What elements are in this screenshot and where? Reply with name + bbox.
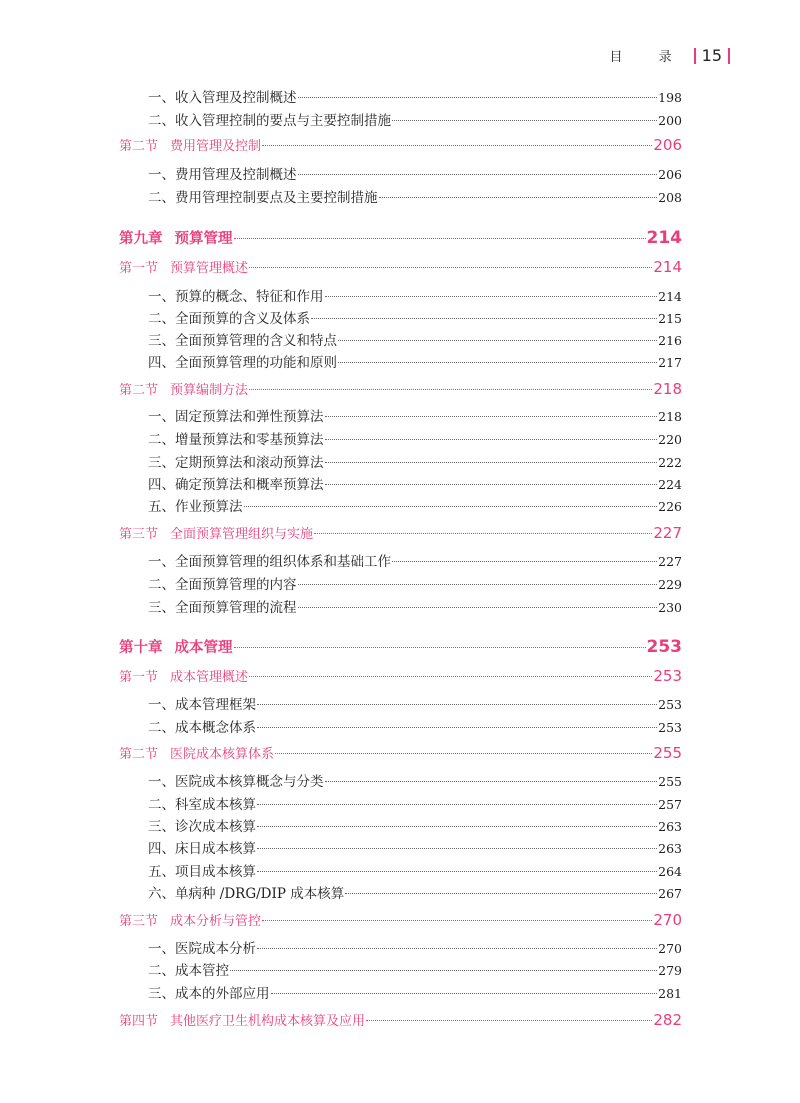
toc-page-number: 253 (658, 720, 682, 735)
toc-entry-title: 成本管理概述 (170, 670, 249, 685)
dot-leader (249, 266, 652, 268)
toc-page-number: 208 (658, 190, 682, 205)
dot-leader (338, 361, 657, 363)
toc-page-number: 222 (658, 455, 682, 470)
toc-item[interactable] (0, 937, 800, 957)
toc-section[interactable] (0, 135, 800, 154)
toc-entry-label (119, 636, 233, 657)
dot-leader (311, 317, 657, 319)
toc-entry-title: 一、预算的概念、特征和作用 (148, 289, 324, 305)
toc-entry-label (148, 351, 337, 371)
dot-leader (392, 119, 657, 121)
toc-page-number: 253 (658, 697, 682, 712)
dot-leader (298, 606, 658, 608)
toc-entry-label (148, 329, 337, 349)
toc-entry-title: 六、单病种 /DRG/DIP 成本核算 (148, 886, 345, 902)
toc-page-number: 206 (658, 167, 682, 182)
toc-entry-label (148, 163, 297, 183)
toc-entry-title: 四、确定预算法和概率预算法 (148, 477, 324, 493)
toc-entry-label (148, 86, 297, 106)
toc-item[interactable] (0, 109, 800, 129)
toc-page-number: 270 (653, 911, 682, 929)
toc-page-number: 226 (658, 499, 682, 514)
toc-item[interactable] (0, 793, 800, 813)
dot-leader (325, 461, 658, 463)
dot-leader (257, 803, 657, 805)
dot-leader (379, 196, 658, 198)
toc-entry-label (148, 573, 297, 593)
toc-entry-number: 第二节 (119, 383, 159, 398)
dot-leader (262, 144, 652, 146)
toc-chapter[interactable] (0, 636, 800, 657)
toc-item[interactable] (0, 959, 800, 979)
dot-leader (234, 646, 646, 648)
header-page-number: 15 (701, 46, 722, 65)
toc-page-number: 230 (658, 600, 682, 615)
toc-entry-label (148, 550, 391, 570)
toc-entry-label (148, 693, 256, 713)
toc-entry-title: 二、收入管理控制的要点与主要控制措施 (148, 113, 391, 129)
toc-entry-label (148, 109, 391, 129)
dot-leader (298, 96, 658, 98)
toc-entry-label (119, 379, 248, 398)
header-divider (694, 48, 696, 64)
dot-leader (325, 780, 658, 782)
dot-leader (298, 173, 658, 175)
dot-leader (325, 438, 658, 440)
toc-entry-title: 二、成本管控 (148, 963, 229, 979)
toc-chapter[interactable] (0, 227, 800, 248)
toc-entry-title: 一、收入管理及控制概述 (148, 90, 297, 106)
toc-page-number: 263 (658, 841, 682, 856)
toc-item[interactable] (0, 550, 800, 570)
toc-item[interactable] (0, 882, 800, 902)
toc-entry-number: 第一节 (119, 670, 159, 685)
toc-entry-label (119, 135, 261, 154)
toc-entry-label (148, 428, 324, 448)
toc-entry-title: 三、全面预算管理的含义和特点 (148, 333, 337, 349)
toc-item[interactable] (0, 329, 800, 349)
toc-section[interactable] (0, 1010, 800, 1029)
dot-leader (257, 870, 657, 872)
toc-item[interactable] (0, 716, 800, 736)
toc-page-number: 216 (658, 333, 682, 348)
toc-page-number: 220 (658, 432, 682, 447)
toc-entry-title: 医院成本核算体系 (170, 747, 275, 762)
toc-entry-title: 预算管理 (174, 231, 233, 247)
toc-page-number: 263 (658, 819, 682, 834)
toc-item[interactable] (0, 285, 800, 305)
toc-entry-title: 五、作业预算法 (148, 499, 243, 515)
toc-entry-number: 第四节 (119, 1014, 159, 1029)
toc-page-number: 214 (646, 228, 682, 248)
toc-item[interactable] (0, 770, 800, 790)
header-title: 目 录 (609, 50, 688, 65)
toc-entry-label (148, 860, 256, 880)
toc-entry-number: 第二节 (119, 139, 159, 154)
dot-leader (257, 947, 657, 949)
toc-entry-label (119, 523, 313, 542)
toc-entry-label (148, 186, 378, 206)
toc-entry-label (148, 959, 229, 979)
toc-entry-title: 三、定期预算法和滚动预算法 (148, 455, 324, 471)
toc-page-number: 253 (653, 667, 682, 685)
toc-page-number: 214 (653, 258, 682, 276)
toc-page-number: 218 (653, 380, 682, 398)
toc-page-number: 214 (658, 289, 682, 304)
toc-item[interactable] (0, 307, 800, 327)
toc-page-number: 200 (658, 113, 682, 128)
dot-leader (338, 339, 657, 341)
toc-entry-title: 四、床日成本核算 (148, 841, 256, 857)
header-divider (728, 48, 730, 64)
toc-section[interactable] (0, 743, 800, 762)
toc-entry-title: 预算编制方法 (170, 383, 249, 398)
toc-page-number: 224 (658, 477, 682, 492)
toc-section[interactable] (0, 257, 800, 276)
toc-page-number: 279 (658, 963, 682, 978)
toc-entry-title: 成本分析与管控 (170, 914, 262, 929)
dot-leader (325, 415, 658, 417)
dot-leader (325, 483, 658, 485)
toc-entry-number: 第二节 (119, 747, 159, 762)
dot-leader (257, 825, 657, 827)
toc-entry-title: 二、增量预算法和零基预算法 (148, 432, 324, 448)
toc-entry-title: 二、成本概念体系 (148, 720, 256, 736)
toc-entry-label (119, 666, 248, 685)
toc-entry-label (148, 982, 270, 1002)
toc-entry-title: 二、科室成本核算 (148, 797, 256, 813)
dot-leader (392, 560, 657, 562)
dot-leader (257, 726, 657, 728)
toc-entry-title: 五、项目成本核算 (148, 864, 256, 880)
toc-entry-title: 一、费用管理及控制概述 (148, 167, 297, 183)
dot-leader (244, 505, 658, 507)
dot-leader (345, 892, 657, 894)
toc-section[interactable] (0, 910, 800, 929)
toc-entry-number: 第九章 (119, 231, 163, 247)
toc-page-number: 281 (658, 986, 682, 1001)
toc-item[interactable] (0, 495, 800, 515)
toc-entry-title: 其他医疗卫生机构成本核算及应用 (170, 1014, 366, 1029)
toc-page-number: 217 (658, 355, 682, 370)
toc-page-number: 255 (658, 774, 682, 789)
toc-entry-title: 预算管理概述 (170, 261, 249, 276)
toc-entry-title: 一、全面预算管理的组织体系和基础工作 (148, 554, 391, 570)
toc-entry-number: 第三节 (119, 914, 159, 929)
toc-entry-number: 第一节 (119, 261, 159, 276)
toc-entry-label (148, 405, 324, 425)
toc-page-number: 267 (658, 886, 682, 901)
toc-item[interactable] (0, 428, 800, 448)
toc-item[interactable] (0, 473, 800, 493)
toc-item[interactable] (0, 596, 800, 616)
dot-leader (314, 532, 652, 534)
toc-entry-title: 全面预算管理组织与实施 (170, 527, 314, 542)
toc-item[interactable] (0, 351, 800, 371)
toc-entry-label (148, 495, 243, 515)
toc-page-number: 229 (658, 577, 682, 592)
toc-entry-title: 成本管理 (174, 640, 233, 656)
toc-entry-label (119, 743, 274, 762)
toc-page-number: 206 (653, 136, 682, 154)
dot-leader (275, 752, 652, 754)
toc-entry-label (148, 285, 324, 305)
toc-item[interactable] (0, 693, 800, 713)
toc-entry-title: 二、全面预算管理的内容 (148, 577, 297, 593)
toc-entry-title: 三、诊次成本核算 (148, 819, 256, 835)
toc-item[interactable] (0, 405, 800, 425)
toc-item[interactable] (0, 815, 800, 835)
toc-entry-label (148, 882, 344, 902)
toc-entry-title: 三、成本的外部应用 (148, 986, 270, 1002)
toc-entry-label (119, 1010, 365, 1029)
toc-entry-label (119, 910, 261, 929)
toc-entry-label (119, 257, 248, 276)
toc-entry-label (148, 937, 256, 957)
toc-page-number: 227 (653, 524, 682, 542)
toc-entry-label (148, 307, 310, 327)
toc-page-number: 215 (658, 311, 682, 326)
toc-entry-title: 二、费用管理控制要点及主要控制措施 (148, 190, 378, 206)
toc-page-number: 218 (658, 409, 682, 424)
toc-entry-title: 三、全面预算管理的流程 (148, 600, 297, 616)
toc-entry-title: 一、医院成本分析 (148, 941, 256, 957)
toc-page-number: 270 (658, 941, 682, 956)
toc-entry-title: 一、固定预算法和弹性预算法 (148, 409, 324, 425)
dot-leader (366, 1019, 652, 1021)
toc-item[interactable] (0, 573, 800, 593)
dot-leader (234, 237, 646, 239)
toc-entry-title: 四、全面预算管理的功能和原则 (148, 355, 337, 371)
toc-entry-label (148, 815, 256, 835)
dot-leader (325, 295, 658, 297)
toc-item[interactable] (0, 163, 800, 183)
dot-leader (271, 992, 658, 994)
toc-item[interactable] (0, 86, 800, 106)
toc-page-number: 253 (646, 637, 682, 657)
dot-leader (249, 675, 652, 677)
dot-leader (257, 847, 657, 849)
toc-entry-title: 一、医院成本核算概念与分类 (148, 774, 324, 790)
toc-entry-label (148, 596, 297, 616)
toc-entry-title: 二、全面预算的含义及体系 (148, 311, 310, 327)
toc-page-number: 282 (653, 1011, 682, 1029)
toc-item[interactable] (0, 860, 800, 880)
toc-page-number: 198 (658, 90, 682, 105)
toc-section[interactable] (0, 379, 800, 398)
toc-entry-title: 费用管理及控制 (170, 139, 262, 154)
dot-leader (298, 583, 658, 585)
toc-page-number: 257 (658, 797, 682, 812)
toc-entry-label (148, 473, 324, 493)
page-header (610, 46, 737, 65)
toc-entry-label (148, 451, 324, 471)
toc-entry-label (119, 227, 233, 248)
toc-item[interactable] (0, 982, 800, 1002)
dot-leader (230, 969, 657, 971)
toc-item[interactable] (0, 837, 800, 857)
toc-section[interactable] (0, 523, 800, 542)
toc-entry-label (148, 793, 256, 813)
toc-entry-label (148, 770, 324, 790)
toc-entry-label (148, 716, 256, 736)
toc-item[interactable] (0, 451, 800, 471)
toc-page-number: 255 (653, 744, 682, 762)
dot-leader (262, 919, 652, 921)
toc-page-number: 264 (658, 864, 682, 879)
toc-entry-number: 第三节 (119, 527, 159, 542)
toc-entry-number: 第十章 (119, 640, 163, 656)
toc-entry-label (148, 837, 256, 857)
dot-leader (249, 388, 652, 390)
toc-page-number: 227 (658, 554, 682, 569)
toc-section[interactable] (0, 666, 800, 685)
dot-leader (257, 703, 657, 705)
toc-item[interactable] (0, 186, 800, 206)
toc-entry-title: 一、成本管理框架 (148, 697, 256, 713)
